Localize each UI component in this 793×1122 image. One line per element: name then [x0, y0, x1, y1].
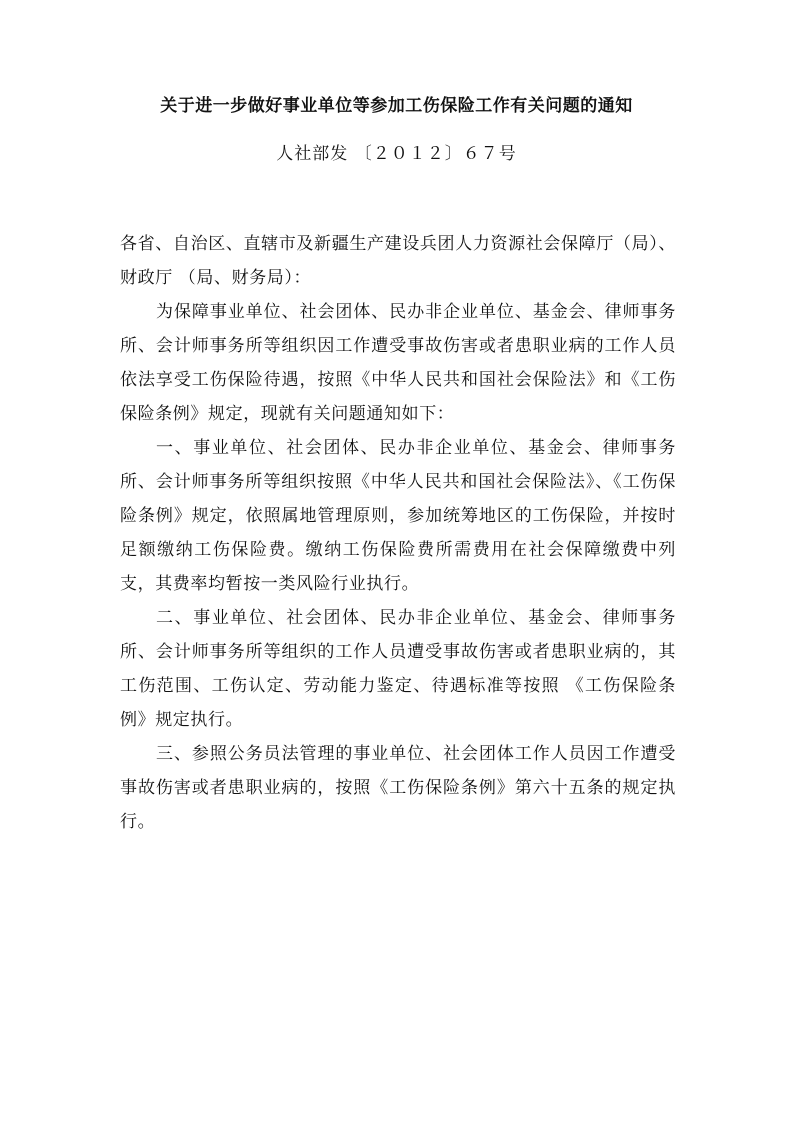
paragraph-item-1: 一、事业单位、社会团体、民办非企业单位、基金会、律师事务所、会计师事务所等组织按照《中华人民共和国社会保险法》、《工伤保险条例》规定，依照属地管理原则，参加统筹地区的工伤保险，并按时足额缴纳工伤保险费。缴纳工伤保险费所需费用在社会保障缴费中列支，其费率均暂按一类风险行业执行。	[120, 438, 676, 594]
salutation: 各省、自治区、直辖市及新疆生产建设兵团人力资源社会保障厅（局）、财政厅 （局、财务局）：	[120, 234, 676, 288]
document-body	[120, 227, 676, 839]
document-title: 关于进一步做好事业单位等参加工伤保险工作有关问题的通知	[160, 96, 633, 116]
paragraph-item-2: 二、事业单位、社会团体、民办非企业单位、基金会、律师事务所、会计师事务所等组织的工作人员遭受事故伤害或者患职业病的，其工伤范围、工伤认定、劳动能力鉴定、待遇标准等按照 《工伤保险条例》规定执行。	[120, 608, 676, 730]
paragraph-item-3: 三、参照公务员法管理的事业单位、社会团体工作人员因工作遭受事故伤害或者患职业病的，按照《工伤保险条例》第六十五条的规定执行。	[120, 744, 676, 832]
paragraph-intro: 为保障事业单位、社会团体、民办非企业单位、基金会、律师事务所、会计师事务所等组织因工作遭受事故伤害或者患职业病的工作人员依法享受工伤保险待遇，按照《中华人民共和国社会保险法》和《工伤保险条例》规定，现就有关问题通知如下：	[120, 302, 676, 424]
document-number: 人社部发 〔２０１２〕６７号	[276, 144, 517, 164]
